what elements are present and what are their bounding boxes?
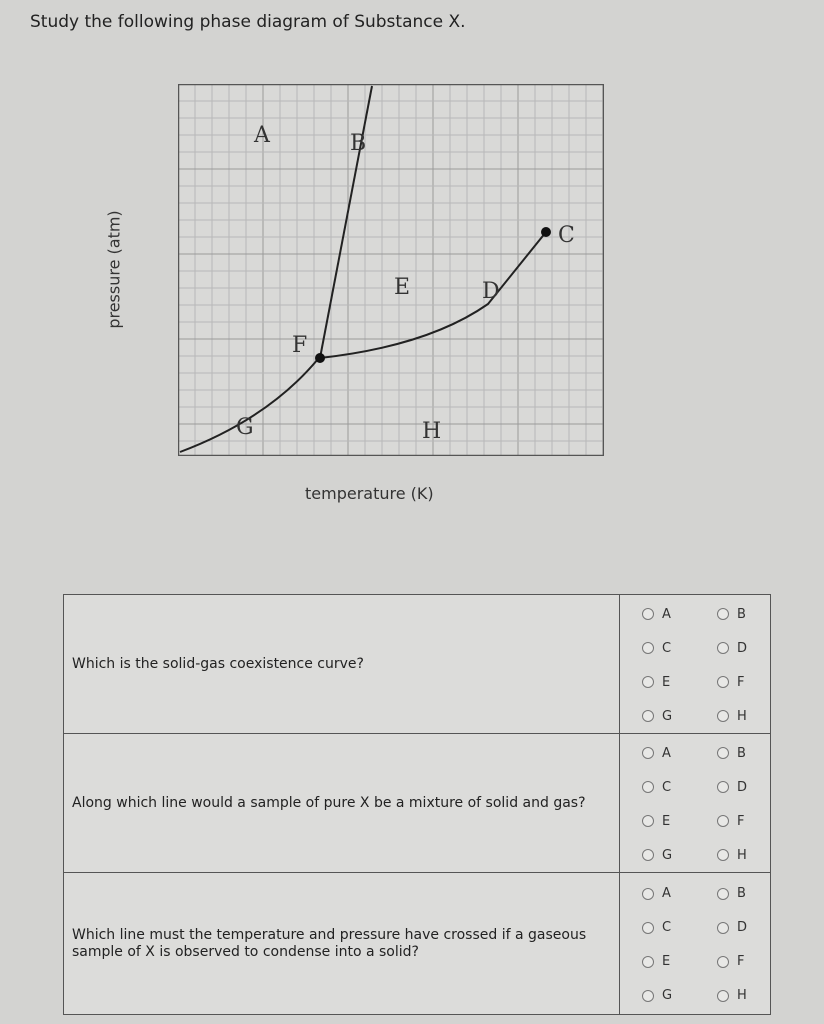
q1-option[interactable] [695,699,770,733]
option-label: D [737,640,748,656]
page-title: Study the following phase diagram of Substance X. [30,12,466,32]
q1-option[interactable] [695,631,770,665]
label-A: A [254,123,270,148]
radio-button[interactable] [717,781,729,793]
radio-button[interactable] [717,990,729,1002]
radio-button[interactable] [717,642,729,654]
radio-button[interactable] [642,815,654,827]
q1-option[interactable] [695,597,770,631]
radio-button[interactable] [717,608,729,620]
plot-background [178,84,604,456]
option-label: B [737,606,746,622]
option-label: G [662,847,673,863]
option-label: H [737,708,747,724]
question-1-options [620,595,771,734]
y-axis-label: pressure (atm) [104,210,124,329]
q3-option[interactable] [620,877,695,911]
question-3-options [620,873,771,1015]
option-label: C [662,779,672,795]
option-label: F [737,674,745,690]
q2-option[interactable] [620,804,695,838]
triple-point-marker [315,353,325,363]
radio-button[interactable] [642,990,654,1002]
q1-option[interactable] [620,597,695,631]
q2-option[interactable] [695,770,770,804]
radio-button[interactable] [642,642,654,654]
q1-option[interactable] [620,665,695,699]
radio-button[interactable] [717,710,729,722]
option-label: F [737,813,745,829]
option-label: B [737,745,746,761]
question-3-text: Which line must the temperature and pressure have crossed if a gaseous sample of X is observed to condense into a solid? [64,873,620,1015]
question-row-2 [64,734,771,873]
label-C: C [558,223,575,248]
q3-option[interactable] [695,979,770,1013]
label-F: F [292,333,308,358]
question-1-text: Which is the solid-gas coexistence curve? [64,595,620,734]
option-label: A [662,745,671,761]
radio-button[interactable] [642,676,654,688]
option-label: G [662,988,673,1003]
option-label: C [662,640,672,656]
radio-button[interactable] [717,815,729,827]
label-D: D [482,279,500,304]
q2-option[interactable] [620,770,695,804]
label-E: E [394,275,411,300]
radio-button[interactable] [642,956,654,968]
q3-option[interactable] [695,911,770,945]
radio-button[interactable] [717,888,729,900]
option-label: H [737,847,747,863]
radio-button[interactable] [717,849,729,861]
question-2-options [620,734,771,873]
q2-option[interactable] [695,804,770,838]
q3-option[interactable] [695,945,770,979]
option-label: H [737,988,747,1003]
q2-option[interactable] [620,838,695,872]
q1-option[interactable] [620,631,695,665]
option-label: B [737,886,746,901]
q2-option[interactable] [695,838,770,872]
radio-button[interactable] [642,608,654,620]
q1-option[interactable] [620,699,695,733]
question-row-3 [64,873,771,1015]
radio-button[interactable] [642,888,654,900]
q2-option[interactable] [620,736,695,770]
option-label: G [662,708,673,724]
q3-option[interactable] [620,911,695,945]
option-label: D [737,779,748,795]
radio-button[interactable] [642,710,654,722]
option-label: F [737,954,745,969]
option-label: A [662,606,671,622]
q3-option[interactable] [620,945,695,979]
x-axis-label: temperature (K) [305,484,434,503]
question-row-1 [64,595,771,734]
q1-option[interactable] [695,665,770,699]
radio-button[interactable] [717,676,729,688]
option-label: C [662,920,672,935]
radio-button[interactable] [717,956,729,968]
q3-option[interactable] [620,979,695,1013]
phase-diagram-svg [178,84,604,456]
radio-button[interactable] [642,781,654,793]
question-table [63,594,771,1015]
question-2-text: Along which line would a sample of pure X be a mixture of solid and gas? [64,734,620,873]
label-G: G [236,415,254,440]
option-label: E [662,813,671,829]
phase-diagram [178,84,604,456]
q2-option[interactable] [695,736,770,770]
option-label: E [662,954,671,969]
radio-button[interactable] [642,922,654,934]
radio-button[interactable] [642,849,654,861]
option-label: A [662,886,671,901]
option-label: D [737,920,748,935]
radio-button[interactable] [717,747,729,759]
option-label: E [662,674,671,690]
critical-point-marker [541,227,551,237]
q3-option[interactable] [695,877,770,911]
label-H: H [422,419,442,444]
radio-button[interactable] [717,922,729,934]
label-B: B [350,131,367,156]
radio-button[interactable] [642,747,654,759]
